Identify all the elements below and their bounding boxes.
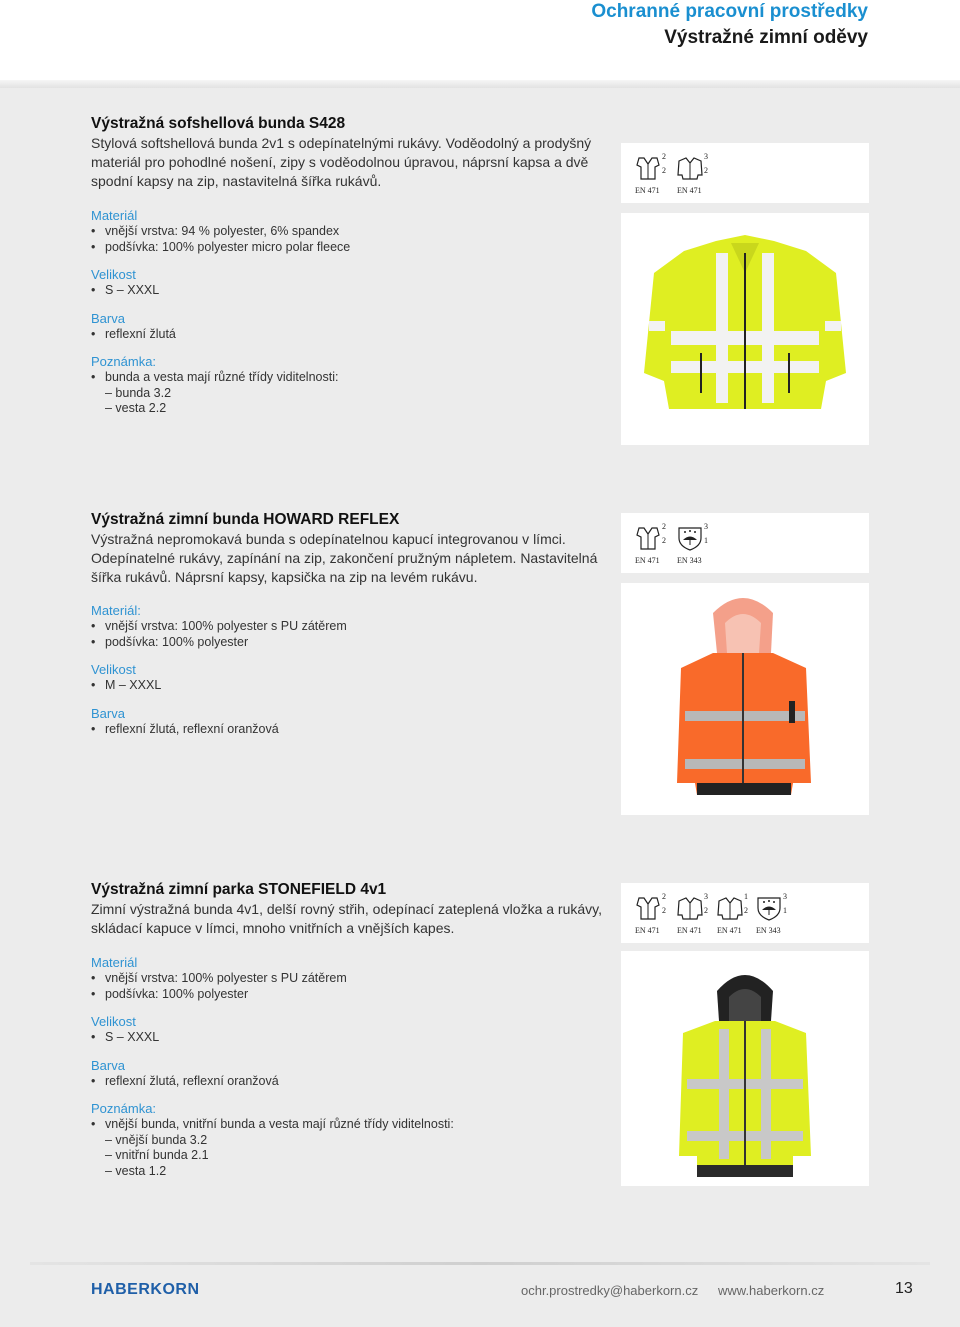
product-howard-reflex [91, 510, 621, 737]
page-number: 13 [895, 1280, 913, 1297]
size-value: • S – XXXL [91, 283, 621, 299]
product-description: Stylová softshellová bunda 2v1 s odepínatelnými rukávy. Voděodolný a prodyšný materiál pro pohodlné nošení, zipy s voděodolnou úpravou, náprsní kapsa a dvě spodní kapsy na zip, nastavitelná šířka rukávů. [91, 135, 592, 189]
note-subitem: – vnější bunda 3.2 [105, 1132, 208, 1147]
material-heading: Materiál [91, 955, 138, 970]
rain-shield-icon: 3 1 EN 343 [677, 522, 708, 565]
yellow-parka-with-hood [621, 951, 869, 1186]
note-heading: Poznámka: [91, 354, 157, 369]
material-list [91, 224, 621, 255]
yellow-softshell-jacket [621, 213, 869, 445]
category-title: Ochranné pracovní prostředky [591, 1, 868, 22]
material-list [91, 619, 621, 650]
vest-icon: 2 2 EN 471 [635, 152, 666, 195]
color-heading: Barva [91, 705, 125, 721]
footer-divider [30, 1262, 930, 1265]
material-heading: Materiál: [91, 603, 141, 618]
vest-icon: 2 2 EN 471 [635, 892, 666, 935]
footer-website[interactable]: www.haberkorn.cz [718, 1283, 825, 1298]
product-s428 [91, 114, 621, 417]
pictogram-panel [621, 883, 869, 943]
brand-logo: HABERKORN [91, 1281, 200, 1298]
product-title: Výstražná sofshellová bunda S428 [91, 115, 346, 132]
product-photo [621, 213, 869, 445]
note-text: • bunda a vesta mají různé třídy viditelnosti: [91, 370, 621, 386]
size-heading: Velikost [91, 1014, 136, 1029]
list-item: • vnější vrstva: 100% polyester s PU zátěrem [91, 619, 621, 635]
footer-email[interactable]: ochr.prostredky@haberkorn.cz [521, 1283, 699, 1298]
product-title: Výstražná zimní bunda HOWARD REFLEX [91, 511, 400, 528]
product-stonefield [91, 880, 621, 1179]
product-description: Zimní výstražná bunda 4v1, delší rovný střih, odepínací zateplená vložka a rukávy, skládací kapuce v límci, mnoho vnitřních a vnějších kapes. [91, 901, 602, 936]
product-title: Výstražná zimní parka STONEFIELD 4v1 [91, 881, 387, 898]
pictogram-panel [621, 513, 869, 573]
jacket-icon: 3 2 EN 471 [677, 892, 708, 935]
note-subitem: – vesta 1.2 [105, 1163, 167, 1178]
size-value: • S – XXXL [91, 1030, 621, 1046]
section-title: Výstražné zimní oděvy [664, 27, 868, 48]
list-item: • vnější vrstva: 94 % polyester, 6% spandex [91, 224, 621, 240]
color-value: • reflexní žlutá [91, 327, 621, 343]
size-value: • M – XXXL [91, 678, 621, 694]
material-list [91, 971, 621, 1002]
pictogram-panel [621, 143, 869, 203]
list-item: • vnější vrstva: 100% polyester s PU zátěrem [91, 971, 621, 987]
product-photo [621, 583, 869, 815]
product-photo [621, 951, 869, 1186]
color-heading: Barva [91, 310, 125, 326]
list-item: • podšívka: 100% polyester [91, 635, 621, 651]
material-heading: Materiál [91, 208, 138, 223]
product-description: Výstražná nepromokavá bunda s odepínatelnou kapucí integrovanou v límci. Odepínatelné rukávy, zapínání na zip, zakončení pružným nápletem. Nastavitelná šířka rukávů. Náprsní kapsy, kapsička na zip na levém rukávu. [91, 531, 598, 585]
rain-shield-icon: 3 1 EN 343 [756, 892, 787, 935]
vest-icon: 2 2 EN 471 [635, 522, 666, 565]
list-item: • podšívka: 100% polyester [91, 987, 621, 1003]
note-subitem: – vesta 2.2 [105, 401, 167, 415]
note-subitem: – vnitřní bunda 2.1 [105, 1148, 209, 1162]
page-header [0, 0, 960, 80]
color-heading: Barva [91, 1057, 125, 1073]
list-item: • podšívka: 100% polyester micro polar fleece [91, 240, 621, 256]
color-value: • reflexní žlutá, reflexní oranžová [91, 1074, 621, 1090]
note-heading: Poznámka: [91, 1101, 157, 1116]
size-heading: Velikost [91, 662, 136, 677]
orange-hooded-jacket [621, 583, 869, 815]
note-subitem: – bunda 3.2 [105, 385, 172, 400]
header-divider [0, 80, 960, 88]
jacket-icon: 3 2 EN 471 [677, 152, 708, 195]
note-text: • vnější bunda, vnitřní bunda a vesta mají různé třídy viditelnosti: [91, 1117, 621, 1133]
color-value: • reflexní žlutá, reflexní oranžová [91, 722, 621, 738]
jacket-icon: 1 2 EN 471 [717, 892, 748, 935]
size-heading: Velikost [91, 267, 136, 282]
